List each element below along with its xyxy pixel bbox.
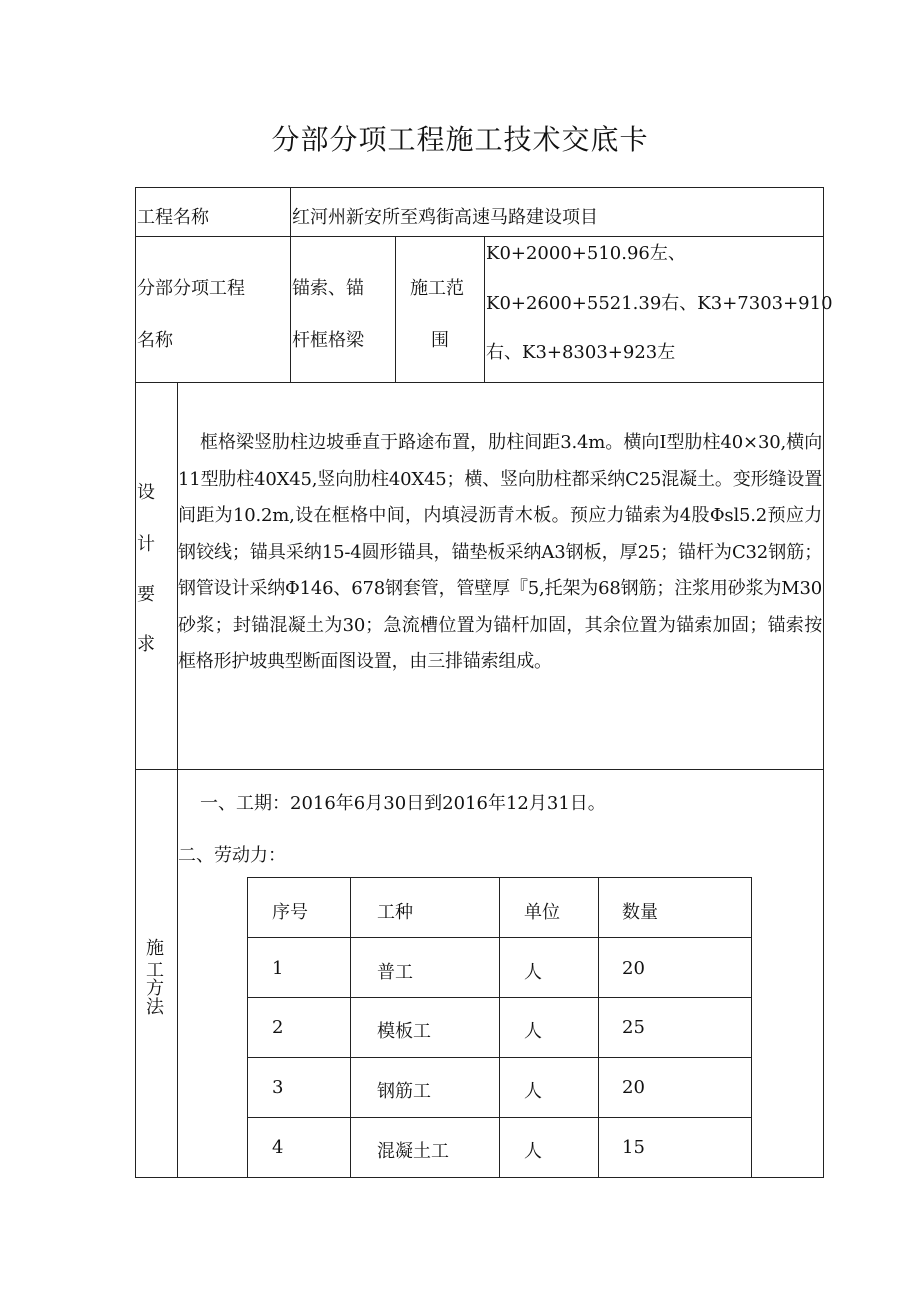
labor-title: 二、劳动力： [178,845,286,866]
labor-header-unit: 单位 [524,902,560,923]
labor-cell-qty: 25 [622,1017,645,1038]
labor-table-line [499,877,500,1177]
labor-cell-unit: 人 [524,1021,542,1042]
table-border-bottom [135,1177,824,1178]
col-divider [290,187,291,383]
labor-header-trade: 工种 [377,902,413,923]
method-label-char: 方 [146,978,164,999]
table-border-top [135,187,824,188]
labor-cell-seq: 2 [272,1017,284,1038]
subproject-label-line1: 分部分项工程 [137,278,245,299]
labor-cell-trade: 模板工 [377,1021,431,1042]
method-label-char: 法 [146,997,164,1018]
row-divider [135,236,824,237]
table-border-left [135,187,136,1178]
labor-cell-unit: 人 [524,1141,542,1162]
subproject-value-line2: 杆框格梁 [292,330,364,351]
range-value-line1: K0+2000+510.96左、 [486,243,686,264]
labor-header-qty: 数量 [622,902,658,923]
labor-cell-unit: 人 [524,1081,542,1102]
schedule-text: 一、工期：2016年6月30日到2016年12月31日。 [200,793,606,814]
project-name-value: 红河州新安所至鸡街高速马路建设项目 [292,207,598,228]
labor-header-seq: 序号 [272,902,308,923]
design-label-char: 设 [137,482,155,503]
range-value-line2: K0+2600+5521.39右、K3+7303+910 [486,293,833,314]
table-border-right [823,187,824,1178]
labor-table-line [350,877,351,1177]
page-title: 分部分项工程施工技术交底卡 [271,123,649,156]
method-label-char: 工 [146,960,164,981]
labor-cell-seq: 3 [272,1077,284,1098]
row-divider [135,382,824,383]
method-label-char: 施 [146,938,164,959]
labor-cell-trade: 混凝土工 [377,1141,449,1162]
col-divider [484,236,485,383]
labor-cell-seq: 4 [272,1137,284,1158]
labor-cell-seq: 1 [272,958,284,979]
labor-table-line [751,877,752,1177]
col-divider [395,236,396,383]
labor-cell-qty: 20 [622,958,645,979]
range-value-line3: 右、K3+8303+923左 [486,342,676,363]
labor-cell-qty: 15 [622,1137,645,1158]
labor-table-line [247,877,248,1177]
design-label-char: 计 [137,534,155,555]
row-divider [135,769,824,770]
subproject-value-line1: 锚索、锚 [292,278,364,299]
labor-table-line [598,877,599,1177]
range-label-line1: 施工范 [410,278,464,299]
labor-cell-trade: 钢筋工 [377,1081,431,1102]
design-label-char: 求 [137,634,155,655]
labor-cell-qty: 20 [622,1077,645,1098]
design-label-char: 要 [137,584,155,605]
project-name-label: 工程名称 [137,207,209,228]
labor-cell-unit: 人 [524,962,542,983]
labor-cell-trade: 普工 [377,962,413,983]
range-label-line2: 围 [431,330,449,351]
design-requirements-text: 框格梁竖肋柱边坡垂直于路途布置，肋柱间距3.4m。横向I型肋柱40×30,横向11型肋柱40X45,竖向肋柱40X45；横、竖向肋柱都采纳C25混凝土。变形缝设置间距为10.2m,设在框格中间，内填浸沥青木板。预应力锚索为4股Φsl5.2预应力钢铰线；锚具采纳15-4圆形锚具，锚垫板采纳A3钢板，厚25；锚杆为C32钢筋；钢管设计采纳Φ146、678钢套管，管壁厚『5,托架为68钢筋；注浆用砂浆为M30砂浆；封锚混凝土为30；急流槽位置为锚杆加固，其余位置为锚索加固；锚索按框格形护坡典型断面图设置，由三排锚索组成。 [178,432,822,672]
subproject-label-line2: 名称 [137,330,173,351]
